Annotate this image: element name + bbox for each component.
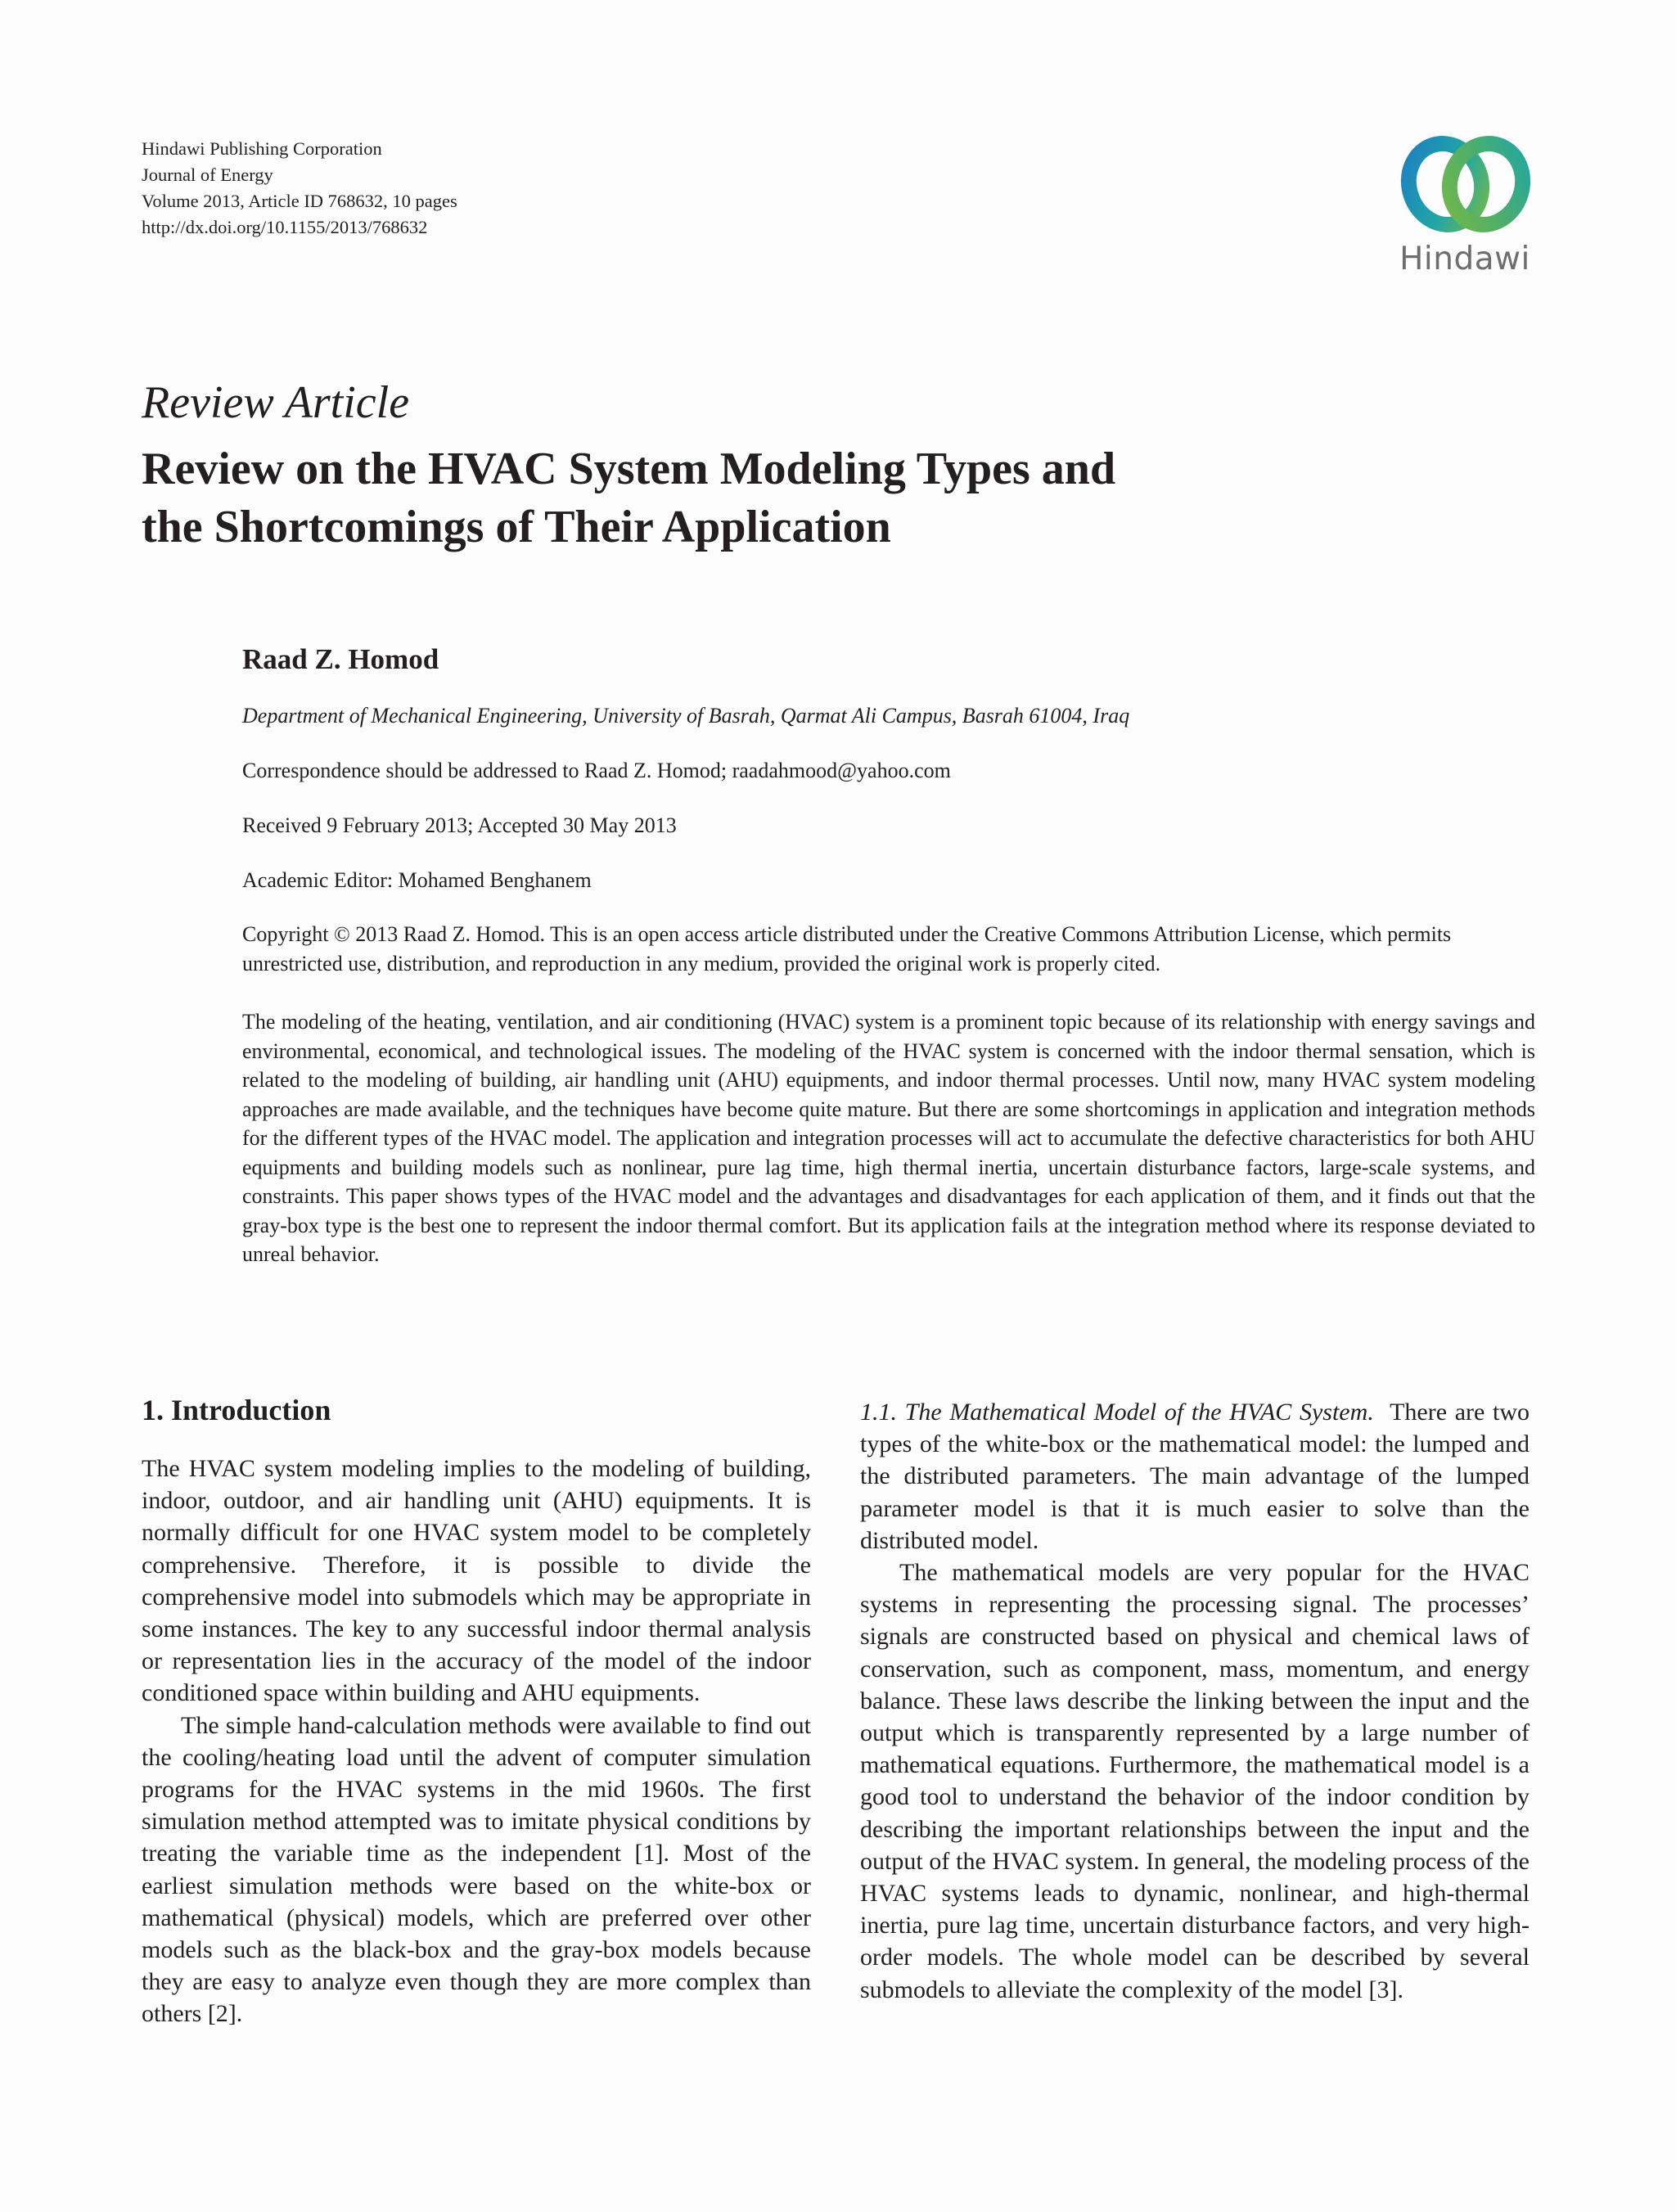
title-line-2: the Shortcomings of Their Application bbox=[142, 502, 891, 552]
section-heading-introduction: 1. Introduction bbox=[142, 1394, 331, 1426]
journal-name: Journal of Energy bbox=[142, 164, 273, 185]
math-model-paragraph-1 bbox=[860, 1396, 1530, 1557]
publisher: Hindawi Publishing Corporation bbox=[142, 138, 382, 159]
hindawi-wordmark: Hindawi bbox=[1399, 241, 1530, 277]
received-accepted-dates: Received 9 February 2013; Accepted 30 May 2013 bbox=[242, 813, 677, 837]
subsection-heading-mathematical-model: 1.1. The Mathematical Model of the HVAC System. bbox=[860, 1399, 1374, 1426]
math-model-paragraph-1-text: There are two types of the white-box or the mathematical model: the lumped and the distributed parameters. The main advantage of the lumped parameter model is that it is much easier to solve than the distributed model. bbox=[860, 1399, 1530, 1554]
title-line-1: Review on the HVAC System Modeling Types and bbox=[142, 444, 1116, 494]
publication-info bbox=[142, 136, 457, 241]
intro-paragraph-1: The HVAC system modeling implies to the modeling of building, indoor, outdoor, and air handling unit (AHU) equipments. It is normally difficult for one HVAC system model to be completely comprehensive. Therefore, it is possible to divide the comprehensive model into submodels which may be appropriate in some instances. The key to any successful indoor thermal analysis or representation lies in the accuracy of the model of the indoor conditioned space within building and AHU equipments. bbox=[142, 1455, 811, 1707]
author-name: Raad Z. Homod bbox=[242, 643, 439, 675]
copyright-notice: Copyright © 2013 Raad Z. Homod. This is an open access article distributed under the Creative Commons Attribution License, which permits unrestricted use, distribution, and reproduction in any medium, provided the original work is properly cited. bbox=[242, 922, 1452, 975]
left-column bbox=[142, 1453, 811, 2030]
intro-paragraph-2: The simple hand-calculation methods were available to find out the cooling/heating load until the advent of computer simulation programs for the HVAC systems in the mid 1960s. The first simulation method attempted was to imitate physical conditions by treating the variable time as the independent [1]. Most of the earliest simulation methods were based on the white-box or mathematical (physical) models, which are preferred over other models such as the black-box and the gray-box models because they are easy to analyze even though they are more complex than others [2]. bbox=[142, 1711, 811, 2028]
correspondence: Correspondence should be addressed to Raad Z. Homod; raadahmood@yahoo.com bbox=[242, 759, 951, 782]
hindawi-logo bbox=[1391, 133, 1539, 285]
academic-editor: Academic Editor: Mohamed Benghanem bbox=[242, 868, 592, 892]
article-type: Review Article bbox=[142, 377, 410, 428]
abstract: The modeling of the heating, ventilation, and air conditioning (HVAC) system is a prominent topic because of its relationship with energy savings and environmental, economical, and technological issues. The modeling of the HVAC system is concerned with the indoor thermal sensation, which is related to the modeling of building, air handling unit (AHU) equipments, and indoor thermal processes. Until now, many HVAC system modeling approaches are made available, and the techniques have become quite mature. But there are some shortcomings in application and integration methods for the different types of the HVAC model. The application and integration processes will act to accumulate the defective characteristics for both AHU equipments and building models such as nonlinear, pure lag time, high thermal inertia, uncertain disturbance factors, large-scale systems, and constraints. This paper shows types of the HVAC model and the advantages and disadvantages for each application of them, and it finds out that the gray-box type is the best one to represent the indoor thermal comfort. But its application fails at the integration method where its response deviated to unreal behavior. bbox=[242, 1010, 1535, 1266]
doi-link[interactable]: http://dx.doi.org/10.1155/2013/768632 bbox=[142, 217, 428, 237]
author-affiliation: Department of Mechanical Engineering, University of Basrah, Qarmat Ali Campus, Basrah 61004, Iraq bbox=[242, 704, 1130, 728]
math-model-paragraph-2: The mathematical models are very popular for the HVAC systems in representing the processing signal. The processes’ signals are constructed based on physical and chemical laws of conservation, such as component, mass, momentum, and energy balance. These laws describe the linking between the input and the output which is transparently represented by a large number of mathematical equations. Furthermore, the mathematical model is a good tool to understand the behavior of the indoor condition by describing the important relationships between the input and the output of the HVAC system. In general, the modeling process of the HVAC systems leads to dynamic, nonlinear, and high-thermal inertia, pure lag time, uncertain disturbance factors, and very high-order models. The whole model can be described by several submodels to alleviate the complexity of the model [3]. bbox=[860, 1559, 1530, 2003]
hindawi-rings-icon bbox=[1396, 133, 1535, 236]
right-column bbox=[860, 1396, 1530, 2006]
volume-info: Volume 2013, Article ID 768632, 10 pages bbox=[142, 191, 457, 211]
article-title bbox=[142, 440, 1287, 556]
